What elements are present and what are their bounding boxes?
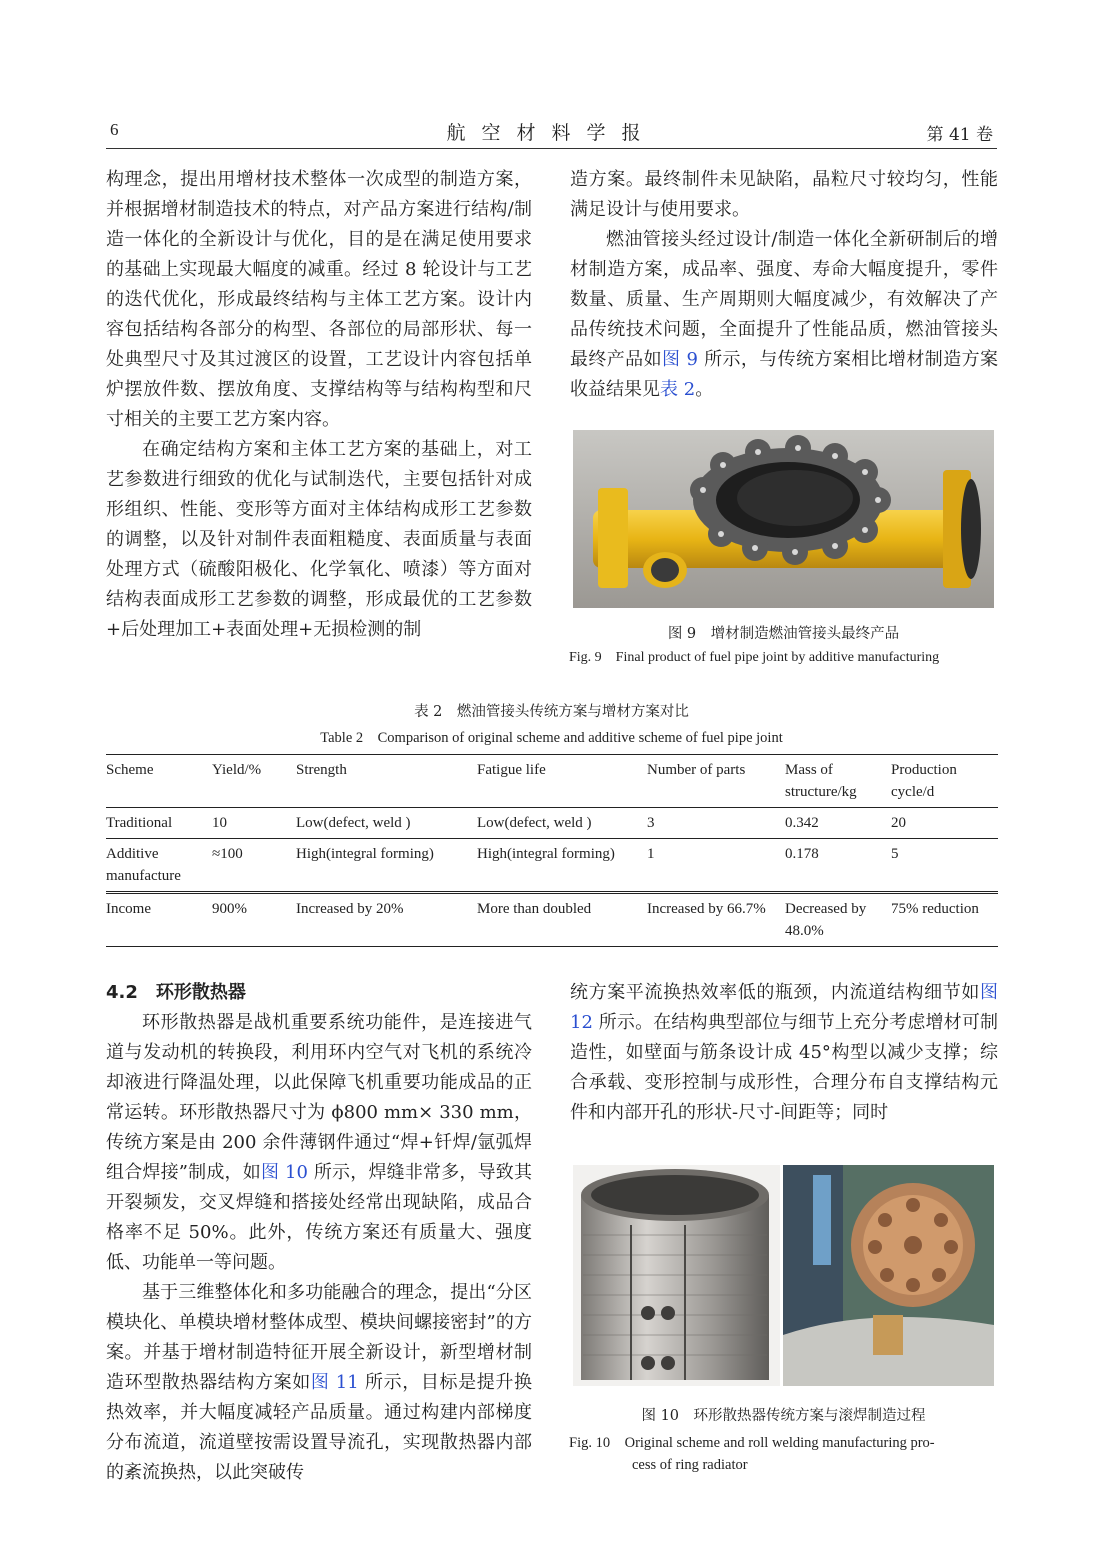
column-header: Yield/% xyxy=(212,762,262,778)
right-column-bottom xyxy=(570,978,998,1128)
figure-10-image xyxy=(573,1165,994,1386)
figure-10-caption-en xyxy=(569,1432,1001,1476)
table-cell: Decreased by 48.0% xyxy=(785,901,867,939)
journal-title: 航空材料学报 xyxy=(446,122,657,144)
table-row xyxy=(106,839,998,893)
figure-link[interactable]: 图 10 xyxy=(260,1162,308,1183)
paragraph: 环形散热器是战机重要系统功能件，是连接进气道与发动机的转换段，利用环内空气对飞机的系统冷却液进行降温处理，以此保障飞机重要功能成品的正常运转。环形散热器尺寸为 ϕ800 mm× 330 mm，传统方案是由 200 余件薄钢件通过“焊+钎焊/氩弧焊组合焊接”制成，如图 10 所示，焊缝非常多，导致其开裂频发，交叉焊缝和搭接处经常出现缺陷，成品合格率不足 50%。此外，传统方案还有质量大、强度低、功能单一等问题。 xyxy=(106,1012,532,1273)
caption-line: Fig. 10 Original scheme and roll welding manufacturing pro- xyxy=(569,1435,935,1451)
table-cell: High(integral forming) xyxy=(296,846,434,862)
right-column-top xyxy=(570,165,998,405)
running-header xyxy=(106,116,997,149)
figure-link[interactable]: 图 9 xyxy=(661,349,698,370)
volume-label: 第 41 卷 xyxy=(926,125,993,145)
figure-link[interactable]: 图 12 xyxy=(570,982,998,1033)
table-cell: 0.342 xyxy=(785,815,819,831)
figure-9-caption-cn: 图 9 增材制造燃油管接头最终产品 xyxy=(667,626,900,642)
table-row xyxy=(106,893,998,947)
table-cell: 0.178 xyxy=(785,846,819,862)
paragraph: 统方案平流换热效率低的瓶颈，内流道结构细节如图 12 所示。在结构典型部位与细节上充分考虑增材可制造性，如壁面与筋条设计成 45°构型以减少支撑；综合承载、变形控制与成形性，合理分布自支撑结构元件和内部开孔的形状-尺寸-间距等；同时 xyxy=(570,982,998,1123)
table-header-row xyxy=(106,755,998,808)
table-cell: Low(defect, weld ) xyxy=(296,815,411,831)
caption-line: cess of ring radiator xyxy=(632,1457,748,1473)
table-link[interactable]: 表 2 xyxy=(660,379,696,400)
table-cell: 1 xyxy=(647,846,655,862)
table-cell: Increased by 20% xyxy=(296,901,404,917)
table-cell: 900% xyxy=(212,901,247,917)
table-cell: Additive manufacture xyxy=(106,846,181,884)
paragraph: 构理念，提出用增材技术整体一次成型的制造方案，并根据增材制造技术的特点，对产品方案进行结构/制造一体化的全新设计与优化，目的是在满足使用要求的基础上实现最大幅度的减重。经过 8 轮设计与工艺的迭代优化，形成最终结构与主体工艺方案。设计内容包括结构各部分的构型、各部位的局部形状、每一处典型尺寸及其过渡区的设置，工艺设计内容包括单炉摆放件数、摆放角度、支撑结构等与结构构型和尺寸相关的主要工艺方案内容。 xyxy=(106,169,532,430)
figure-9-image xyxy=(573,430,994,608)
column-header: Fatigue life xyxy=(477,762,546,778)
column-header: Mass of structure/kg xyxy=(785,762,857,800)
table-cell: 75% reduction xyxy=(891,901,979,917)
paragraph: 在确定结构方案和主体工艺方案的基础上，对工艺参数进行细致的优化与试制迭代，主要包括针对成形组织、性能、变形等方面对主体结构成形工艺参数的调整，以及针对制件表面粗糙度、表面质量与表面处理方式（硫酸阳极化、化学氧化、喷漆）等方面对结构表面成形工艺参数的调整，形成最优的工艺参数+后处理加工+表面处理+无损检测的制 xyxy=(106,439,532,640)
table-cell: 5 xyxy=(891,846,899,862)
table-cell: Increased by 66.7% xyxy=(647,901,766,917)
column-header: Production cycle/d xyxy=(891,762,957,800)
table-cell: ≈100 xyxy=(212,846,243,862)
table-2-title-en: Table 2 Comparison of original scheme and additive scheme of fuel pipe joint xyxy=(320,730,783,746)
column-header: Strength xyxy=(296,762,347,778)
column-header: Number of parts xyxy=(647,762,746,778)
table-cell: Income xyxy=(106,901,151,917)
table-cell: Low(defect, weld ) xyxy=(477,815,592,831)
page-number: 6 xyxy=(110,120,119,139)
table-row xyxy=(106,808,998,839)
paragraph: 燃油管接头经过设计/制造一体化全新研制后的增材制造方案，成品率、强度、寿命大幅度提升，零件数量、质量、生产周期则大幅度减少，有效解决了产品传统技术问题，全面提升了性能品质，燃油管接头最终产品如图 9 所示，与传统方案相比增材制造方案收益结果见表 2。 xyxy=(570,229,998,400)
figure-10-caption-cn: 图 10 环形散热器传统方案与滚焊制造过程 xyxy=(641,1408,926,1424)
table-cell: More than doubled xyxy=(477,901,592,917)
table-cell: 20 xyxy=(891,815,906,831)
table-cell: Traditional xyxy=(106,815,173,831)
table-cell: 3 xyxy=(647,815,655,831)
paragraph: 造方案。最终制件未见缺陷，晶粒尺寸较均匀，性能满足设计与使用要求。 xyxy=(570,169,998,220)
table-cell: 10 xyxy=(212,815,227,831)
column-header: Scheme xyxy=(106,762,154,778)
section-heading: 4.2 环形散热器 xyxy=(106,982,246,1003)
table-2 xyxy=(106,754,998,947)
table-cell: High(integral forming) xyxy=(477,846,615,862)
table-2-title-cn: 表 2 燃油管接头传统方案与增材方案对比 xyxy=(414,704,689,720)
left-column-bottom xyxy=(106,978,532,1488)
figure-link[interactable]: 图 11 xyxy=(310,1372,359,1393)
figure-9-caption-en: Fig. 9 Final product of fuel pipe joint by additive manufacturing xyxy=(569,650,940,665)
left-column-top xyxy=(106,165,532,645)
paragraph: 基于三维整体化和多功能融合的理念，提出“分区模块化、单模块增材整体成型、模块间螺接密封”的方案。并基于增材制造特征开展全新设计，新型增材制造环型散热器结构方案如图 11 所示，目标是提升换热效率，并大幅度减轻产品质量。通过构建内部梯度分布流道，流道壁按需设置导流孔，实现散热器内部的紊流换热，以此突破传 xyxy=(106,1282,532,1483)
